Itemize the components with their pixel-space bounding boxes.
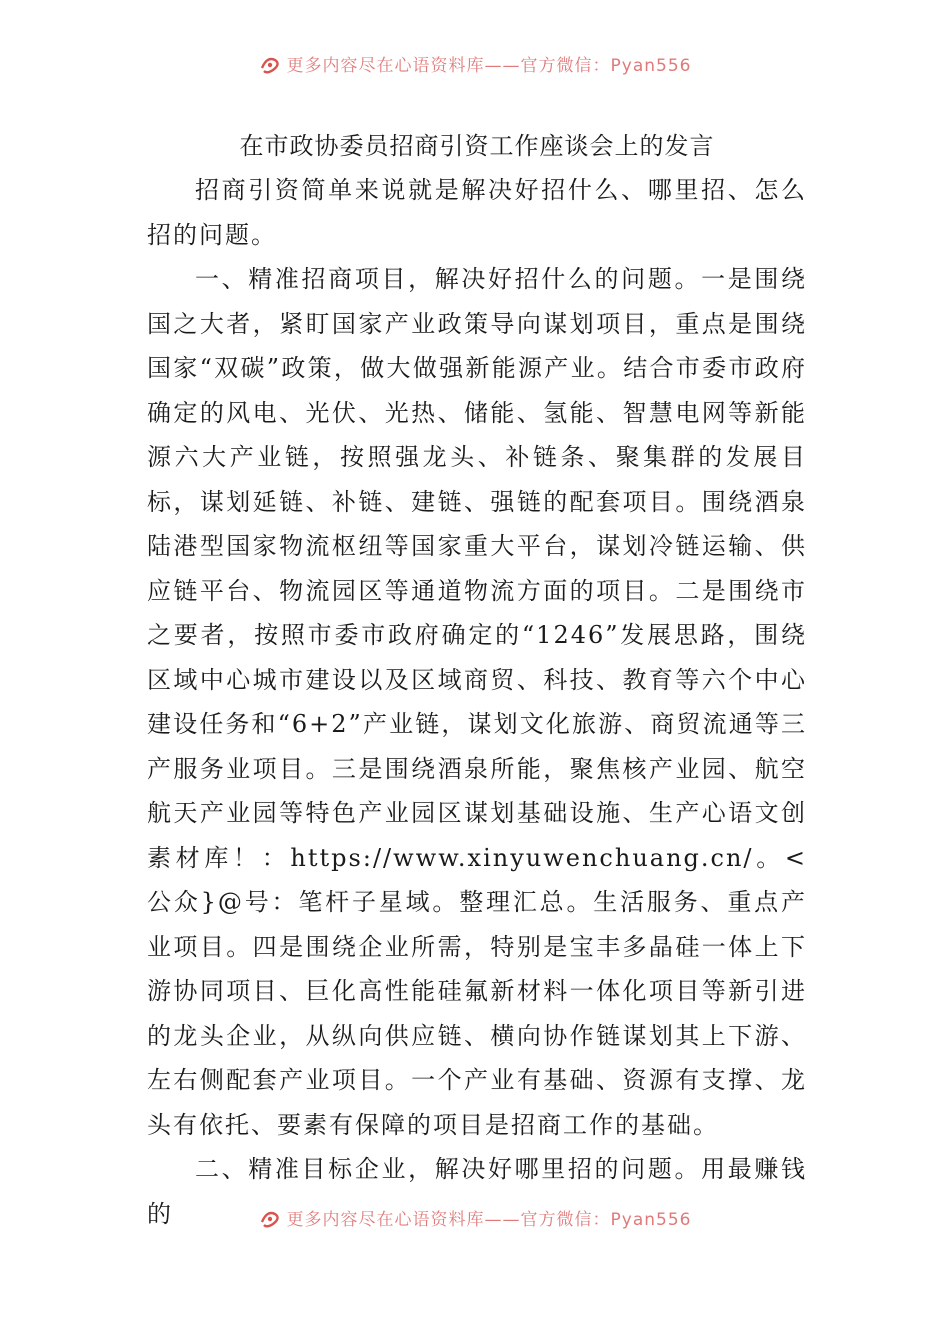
brand-logo-icon xyxy=(259,56,283,76)
paragraph-intro: 招商引资简单来说就是解决好招什么、哪里招、怎么招的问题。 xyxy=(147,176,807,249)
watermark-text: 更多内容尽在心语资料库——官方微信：Pyan556 xyxy=(286,56,692,76)
document-title: 在市政协委员招商引资工作座谈会上的发言 xyxy=(239,132,715,160)
document-body xyxy=(147,128,807,1236)
paragraph-section-two: 二、精准目标企业，解决好哪里招的问题。用最赚钱的 xyxy=(147,1155,807,1228)
watermark-text: 更多内容尽在心语资料库——官方微信：Pyan556 xyxy=(286,1210,692,1230)
brand-logo-icon xyxy=(259,1210,283,1230)
paragraph-section-one: 一、精准招商项目，解决好招什么的问题。一是围绕国之大者，紧盯国家产业政策导向谋划项目，重点是围绕国家“双碳”政策，做大做强新能源产业。结合市委市政府确定的风电、光伏、光热、储能、氢能、智慧电网等新能源六大产业链，按照强龙头、补链条、聚集群的发展目标，谋划延链、补链、建链、强链的配套项目。围绕酒泉陆港型国家物流枢纽等国家重大平台，谋划冷链运输、供应链平台、物流园区等通道物流方面的项目。二是围绕市之要者，按照市委市政府确定的“1246”发展思路，围绕区域中心城市建设以及区域商贸、科技、教育等六个中心建设任务和“6+2”产业链，谋划文化旅游、商贸流通等三产服务业项目。三是围绕酒泉所能，聚焦核产业园、航空航天产业园等特色产业园区谋划基础设施、生产心语文创素材库！：https://www.xinyuwenchuang.cn/。<公众}@号：笔杆子星域。整理汇总。生活服务、重点产业项目。四是围绕企业所需，特别是宝丰多晶硅一体上下游协同项目、巨化高性能硅氟新材料一体化项目等新引进的龙头企业，从纵向供应链、横向协作链谋划其上下游、左右侧配套产业项目。一个产业有基础、资源有支撑、龙头有依托、要素有保障的项目是招商工作的基础。 xyxy=(147,265,807,1139)
watermark-header xyxy=(0,56,950,86)
watermark-footer xyxy=(0,1210,950,1240)
